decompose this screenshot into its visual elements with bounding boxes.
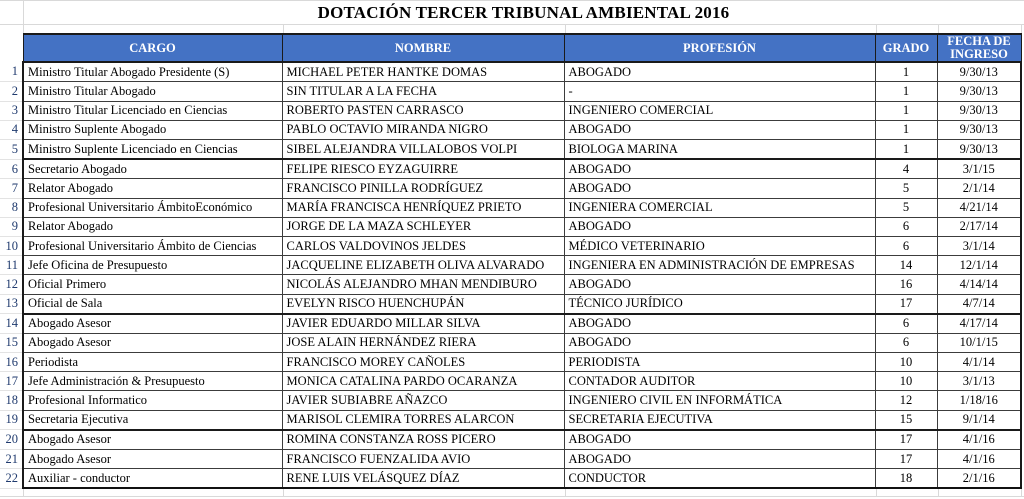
cell-nombre: JAVIER SUBIABRE AÑAZCO (282, 391, 564, 410)
row-number: 13 (0, 294, 23, 314)
cell-profesion: INGENIERA COMERCIAL (564, 198, 875, 217)
cell-grado: 5 (875, 179, 937, 198)
cell-nombre: MONICA CATALINA PARDO OCARANZA (282, 372, 564, 391)
cell-grado: 6 (875, 217, 937, 236)
cell-cargo: Abogado Asesor (23, 314, 282, 334)
cell-grado: 17 (875, 294, 937, 314)
cell-cargo: Oficial Primero (23, 275, 282, 294)
cell-cargo: Profesional Universitario Ámbito de Ciencias (23, 236, 282, 255)
cell-profesion: MÉDICO VETERINARIO (564, 236, 875, 255)
cell-nombre: JACQUELINE ELIZABETH OLIVA ALVARADO (282, 256, 564, 275)
row-number-gutter-header (0, 34, 23, 62)
cell-cargo: Ministro Suplente Abogado (23, 120, 282, 139)
gridline-stub (23, 489, 24, 496)
cell-nombre: FRANCISCO PINILLA RODRÍGUEZ (282, 179, 564, 198)
cell-fecha: 12/1/14 (937, 256, 1021, 275)
table-row (0, 120, 1021, 139)
cell-grado: 16 (875, 275, 937, 294)
page-title: DOTACIÓN TERCER TRIBUNAL AMBIENTAL 2016 (317, 2, 730, 22)
cell-grado: 5 (875, 198, 937, 217)
cell-profesion: TÉCNICO JURÍDICO (564, 294, 875, 314)
cell-fecha: 4/1/16 (937, 450, 1021, 469)
row-number: 12 (0, 275, 23, 294)
cell-nombre: SIN TITULAR A LA FECHA (282, 82, 564, 101)
staff-table (0, 33, 1022, 489)
cell-nombre: JORGE DE LA MAZA SCHLEYER (282, 217, 564, 236)
cell-nombre: SIBEL ALEJANDRA VILLALOBOS VOLPI (282, 140, 564, 160)
cell-fecha: 9/30/13 (937, 82, 1021, 101)
column-header-nombre: NOMBRE (282, 34, 564, 62)
cell-grado: 1 (875, 82, 937, 101)
cell-profesion: ABOGADO (564, 275, 875, 294)
cell-cargo: Profesional Universitario ÁmbitoEconómico (23, 198, 282, 217)
cell-fecha: 9/30/13 (937, 62, 1021, 82)
cell-grado: 14 (875, 256, 937, 275)
table-row (0, 82, 1021, 101)
row-number: 9 (0, 217, 23, 236)
row-number: 6 (0, 159, 23, 179)
row-number: 7 (0, 179, 23, 198)
cell-cargo: Relator Abogado (23, 217, 282, 236)
column-header-cargo: CARGO (23, 34, 282, 62)
table-row (0, 159, 1021, 179)
cell-grado: 6 (875, 236, 937, 255)
table-row (0, 314, 1021, 334)
row-number: 4 (0, 120, 23, 139)
cell-fecha: 9/30/13 (937, 120, 1021, 139)
cell-grado: 1 (875, 140, 937, 160)
table-body (0, 62, 1021, 488)
cell-fecha: 2/1/16 (937, 469, 1021, 489)
header-row (0, 34, 1021, 62)
table-row (0, 275, 1021, 294)
table-row (0, 410, 1021, 430)
cell-profesion: ABOGADO (564, 62, 875, 82)
table-row (0, 140, 1021, 160)
cell-fecha: 2/1/14 (937, 179, 1021, 198)
gridline-stub (938, 25, 939, 33)
row-number: 14 (0, 314, 23, 334)
cell-grado: 1 (875, 101, 937, 120)
gridline-gutter (23, 1, 24, 24)
gridline-stub (23, 25, 24, 33)
cell-nombre: RENE LUIS VELÁSQUEZ DÍAZ (282, 469, 564, 489)
title-row (0, 1, 1024, 25)
cell-nombre: JOSE ALAIN HERNÁNDEZ RIERA (282, 333, 564, 352)
gridline-stub (283, 489, 284, 496)
cell-grado: 6 (875, 333, 937, 352)
cell-nombre: JAVIER EDUARDO MILLAR SILVA (282, 314, 564, 334)
cell-nombre: MARISOL CLEMIRA TORRES ALARCON (282, 410, 564, 430)
cell-fecha: 4/7/14 (937, 294, 1021, 314)
cell-profesion: SECRETARIA EJECUTIVA (564, 410, 875, 430)
row-number: 19 (0, 410, 23, 430)
cell-nombre: CARLOS VALDOVINOS JELDES (282, 236, 564, 255)
cell-profesion: CONDUCTOR (564, 469, 875, 489)
cell-nombre: FELIPE RIESCO EYZAGUIRRE (282, 159, 564, 179)
gridline-stub (565, 489, 566, 496)
cell-nombre: ROBERTO PASTEN CARRASCO (282, 101, 564, 120)
cell-grado: 17 (875, 430, 937, 450)
table-row (0, 256, 1021, 275)
spacer-row (0, 25, 1024, 33)
cell-cargo: Abogado Asesor (23, 333, 282, 352)
column-header-fecha-de-ingreso: FECHA DE INGRESO (937, 34, 1021, 62)
column-header-profesion: PROFESIÓN (564, 34, 875, 62)
gridline-stub (938, 489, 939, 496)
cell-fecha: 4/14/14 (937, 275, 1021, 294)
cell-fecha: 2/17/14 (937, 217, 1021, 236)
cell-grado: 4 (875, 159, 937, 179)
cell-fecha: 4/1/16 (937, 430, 1021, 450)
cell-profesion: ABOGADO (564, 333, 875, 352)
cell-cargo: Abogado Asesor (23, 450, 282, 469)
cell-fecha: 10/1/15 (937, 333, 1021, 352)
gridline-stub (1021, 25, 1022, 33)
table-row (0, 430, 1021, 450)
row-number: 16 (0, 353, 23, 372)
row-number: 2 (0, 82, 23, 101)
row-number: 5 (0, 140, 23, 160)
cell-grado: 18 (875, 469, 937, 489)
cell-cargo: Jefe Administración & Presupuesto (23, 372, 282, 391)
cell-cargo: Periodista (23, 353, 282, 372)
cell-cargo: Auxiliar - conductor (23, 469, 282, 489)
cell-profesion: CONTADOR AUDITOR (564, 372, 875, 391)
gridline-stub (565, 25, 566, 33)
cell-profesion: ABOGADO (564, 120, 875, 139)
cell-nombre: ROMINA CONSTANZA ROSS PICERO (282, 430, 564, 450)
row-number: 17 (0, 372, 23, 391)
cell-grado: 12 (875, 391, 937, 410)
table-row (0, 217, 1021, 236)
row-number: 21 (0, 450, 23, 469)
row-number: 20 (0, 430, 23, 450)
cell-nombre: FRANCISCO MOREY CAÑOLES (282, 353, 564, 372)
table-row (0, 62, 1021, 82)
table-row (0, 236, 1021, 255)
cell-cargo: Jefe Oficina de Presupuesto (23, 256, 282, 275)
cell-profesion: BIOLOGA MARINA (564, 140, 875, 160)
cell-grado: 10 (875, 372, 937, 391)
cell-grado: 1 (875, 120, 937, 139)
cell-profesion: ABOGADO (564, 314, 875, 334)
table-row (0, 450, 1021, 469)
cell-profesion: PERIODISTA (564, 353, 875, 372)
cell-fecha: 4/17/14 (937, 314, 1021, 334)
cell-grado: 1 (875, 62, 937, 82)
cell-fecha: 4/1/14 (937, 353, 1021, 372)
bottom-gridline-strip (0, 489, 1024, 497)
cell-fecha: 3/1/15 (937, 159, 1021, 179)
cell-nombre: EVELYN RISCO HUENCHUPÁN (282, 294, 564, 314)
gridline-stub (876, 489, 877, 496)
table-row (0, 372, 1021, 391)
cell-profesion: ABOGADO (564, 159, 875, 179)
cell-profesion: INGENIERO COMERCIAL (564, 101, 875, 120)
cell-cargo: Profesional Informatico (23, 391, 282, 410)
cell-cargo: Ministro Suplente Licenciado en Ciencias (23, 140, 282, 160)
cell-grado: 15 (875, 410, 937, 430)
cell-profesion: ABOGADO (564, 217, 875, 236)
row-number: 3 (0, 101, 23, 120)
row-number: 18 (0, 391, 23, 410)
row-number: 15 (0, 333, 23, 352)
cell-cargo: Secretario Abogado (23, 159, 282, 179)
row-number: 1 (0, 62, 23, 82)
table-row (0, 198, 1021, 217)
cell-nombre: FRANCISCO FUENZALIDA AVIO (282, 450, 564, 469)
table-row (0, 391, 1021, 410)
cell-fecha: 9/30/13 (937, 140, 1021, 160)
cell-fecha: 9/1/14 (937, 410, 1021, 430)
cell-profesion: INGENIERO CIVIL EN INFORMÁTICA (564, 391, 875, 410)
cell-grado: 10 (875, 353, 937, 372)
cell-fecha: 3/1/14 (937, 236, 1021, 255)
table-header (0, 34, 1021, 62)
cell-nombre: NICOLÁS ALEJANDRO MHAN MENDIBURO (282, 275, 564, 294)
cell-cargo: Secretaria Ejecutiva (23, 410, 282, 430)
cell-fecha: 4/21/14 (937, 198, 1021, 217)
cell-profesion: - (564, 82, 875, 101)
cell-nombre: PABLO OCTAVIO MIRANDA NIGRO (282, 120, 564, 139)
cell-cargo: Abogado Asesor (23, 430, 282, 450)
gridline-stub (1021, 489, 1022, 496)
gridline-stub (876, 25, 877, 33)
cell-cargo: Oficial de Sala (23, 294, 282, 314)
column-header-grado: GRADO (875, 34, 937, 62)
cell-profesion: ABOGADO (564, 179, 875, 198)
cell-grado: 6 (875, 314, 937, 334)
cell-profesion: ABOGADO (564, 450, 875, 469)
cell-cargo: Ministro Titular Abogado (23, 82, 282, 101)
cell-fecha: 1/18/16 (937, 391, 1021, 410)
row-number: 22 (0, 469, 23, 489)
cell-cargo: Ministro Titular Licenciado en Ciencias (23, 101, 282, 120)
row-number: 11 (0, 256, 23, 275)
cell-nombre: MARÍA FRANCISCA HENRÍQUEZ PRIETO (282, 198, 564, 217)
table-row (0, 333, 1021, 352)
table-row (0, 179, 1021, 198)
cell-profesion: INGENIERA EN ADMINISTRACIÓN DE EMPRESAS (564, 256, 875, 275)
cell-cargo: Ministro Titular Abogado Presidente (S) (23, 62, 282, 82)
cell-fecha: 3/1/13 (937, 372, 1021, 391)
table-row (0, 469, 1021, 489)
cell-profesion: ABOGADO (564, 430, 875, 450)
table-row (0, 294, 1021, 314)
gridline-stub (283, 25, 284, 33)
table-row (0, 101, 1021, 120)
cell-nombre: MICHAEL PETER HANTKE DOMAS (282, 62, 564, 82)
row-number: 8 (0, 198, 23, 217)
cell-grado: 17 (875, 450, 937, 469)
table-row (0, 353, 1021, 372)
cell-cargo: Relator Abogado (23, 179, 282, 198)
cell-fecha: 9/30/13 (937, 101, 1021, 120)
row-number: 10 (0, 236, 23, 255)
